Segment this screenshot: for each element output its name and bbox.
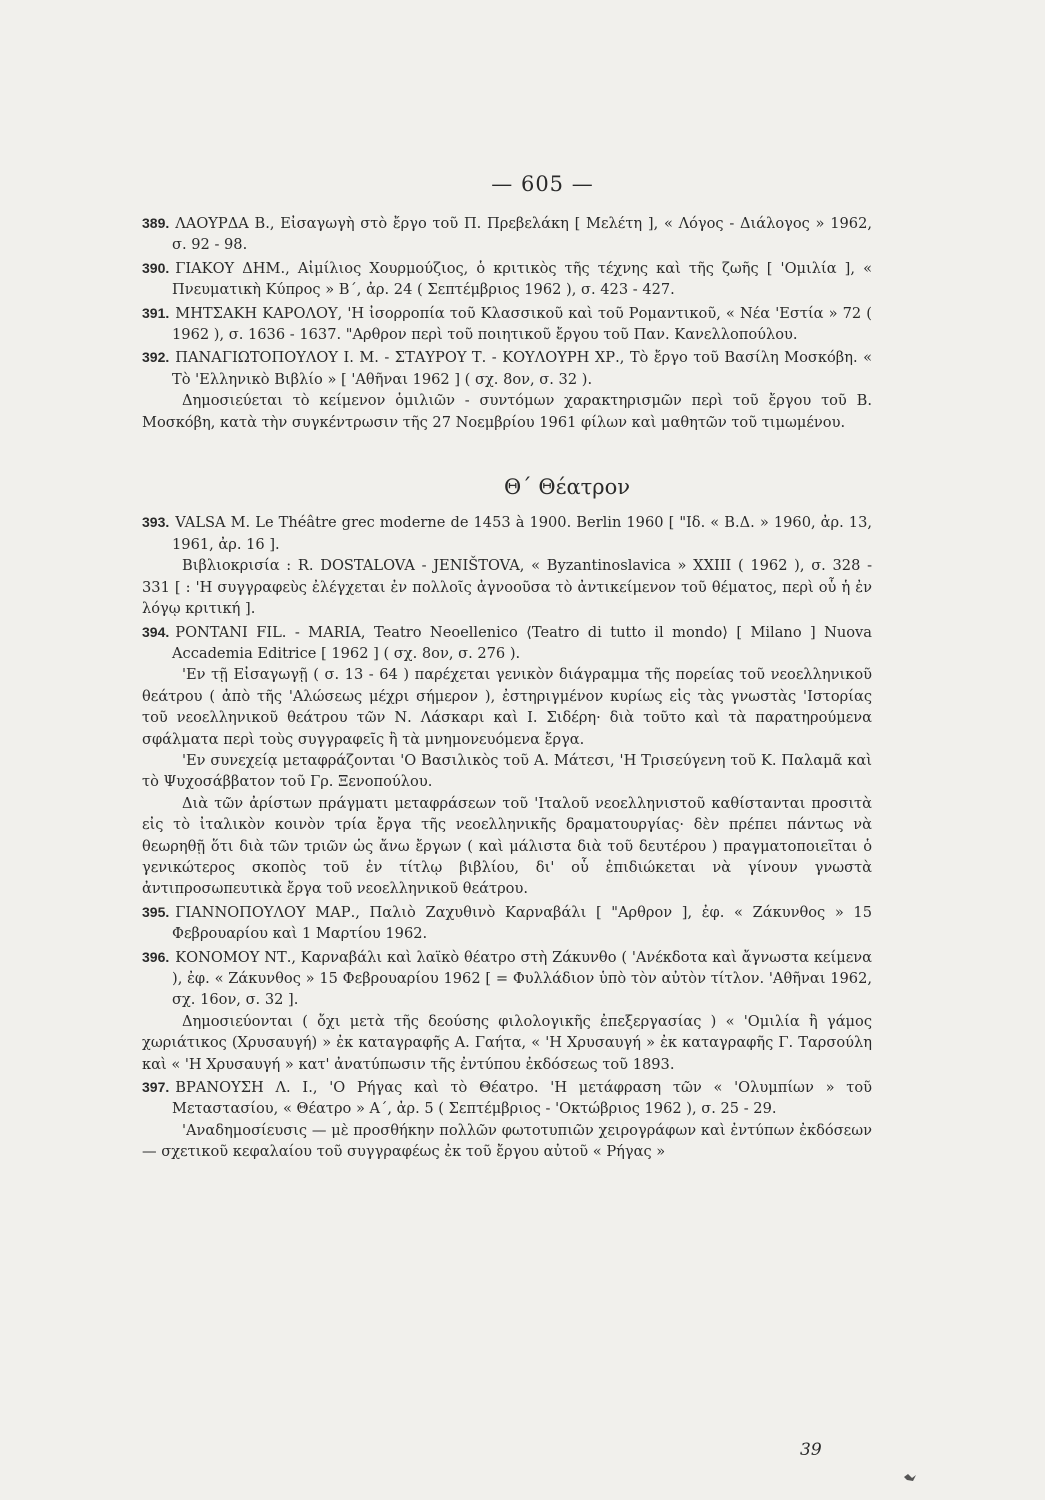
entry-number: 395. (142, 903, 170, 920)
entry-citation (142, 347, 872, 390)
bibliography-entry (142, 512, 872, 619)
bibliography-entry (142, 347, 872, 433)
entry-number: 389. (142, 215, 170, 231)
bibliography-entry (142, 258, 872, 301)
entry-citation (142, 1077, 872, 1120)
bibliography-entry (142, 213, 872, 256)
page-number: — 605 — (491, 172, 594, 196)
entry-citation-text: PONTANI FIL. - MARIA, Teatro Neoellenico ⟨Teatro di tutto il mondo⟩ [ Milano ] Nuova Accademia Editrice [ 1962 ] ( σχ. 8ον, σ. 276 ). (172, 623, 872, 662)
ink-blot-icon (903, 1472, 917, 1482)
entry-citation (142, 303, 872, 346)
entry-annotation: Δημοσιεύεται τὸ κείμενον ὁμιλιῶν - συντόμων χαρακτηρισμῶν περὶ τοῦ ἔργου τοῦ Β. Μοσκόβη, κατὰ τὴν συγκέντρωσιν τῆς 27 Νοεμβρίου 1961 φίλων καὶ μαθητῶν τοῦ τιμωμένου. (142, 392, 872, 431)
entry-citation (142, 258, 872, 301)
entry-number: 390. (142, 259, 170, 276)
entry-citation (142, 947, 872, 1011)
entry-citation-text: ΠΑΝΑΓΙΩΤΟΠΟΥΛΟΥ Ι. Μ. - ΣΤΑΥΡΟΥ Τ. - ΚΟΥΛΟΥΡΗ ΧΡ., Τὸ ἔργο τοῦ Βασίλη Μοσκόβη. « Τὸ 'Ελληνικὸ Βιβλίο » [ 'Αθῆναι 1962 ] ( σχ. 8ον, σ. 32 ). (172, 349, 872, 388)
bibliography-entry (142, 303, 872, 346)
section-title: Θ΄ Θέατρον (503, 475, 631, 500)
entry-annotation: 'Αναδημοσίευσις — μὲ προσθήκην πολλῶν φωτοτυπιῶν χειρογράφων καὶ ἐντύπων ἐκδόσεων — σχετικοῦ κεφαλαίου τοῦ συγγραφέως ἐκ τοῦ ἔργου αὐτοῦ « Ρήγας » (142, 1121, 872, 1161)
bibliography-entry (142, 1077, 872, 1163)
entry-citation-text: ΓΙΑΝΝΟΠΟΥΛΟΥ ΜΑΡ., Παλιὸ Ζαχυθινὸ Καρναβάλι [ "Αρθρον ], ἐφ. « Ζάκυνθος » 15 Φεβρουαρίου καὶ 1 Μαρτίου 1962. (172, 903, 872, 943)
bibliography-entry (142, 622, 872, 900)
entry-citation (142, 902, 872, 945)
bibliography-content (142, 213, 872, 1165)
bibliography-entry (142, 947, 872, 1075)
entry-number: 397. (142, 1079, 170, 1096)
entry-citation-text: VALSA M. Le Théâtre grec moderne de 1453 à 1900. Berlin 1960 [ "Ιδ. « Β.Δ. » 1960, ἀρ. 13, 1961, ἀρ. 16 ]. (172, 514, 872, 553)
entry-annotation: 'Εν τῇ Εἰσαγωγῇ ( σ. 13 - 64 ) παρέχεται γενικὸν διάγραμμα τῆς πορείας τοῦ νεοελληνικοῦ θεάτρου ( ἀπὸ τῆς 'Αλώσεως μέχρι σήμερον ), ἐστηριγμένον κυρίως εἰς τὰς γνωστὰς 'Ιστορίας τοῦ νεοελληνικοῦ θεάτρου τῶν Ν. Λάσκαρι καὶ Ι. Σιδέρη· διὰ τοῦτο καὶ τὰ παρατηρούμενα σφάλματα περὶ τοὺς συγγραφεῖς ἢ τὰ μνημονευόμενα ἔργα. (142, 666, 872, 748)
entries-before-section (142, 213, 872, 433)
entry-citation-text: ΓΙΑΚΟΥ ΔΗΜ., Αἰμίλιος Χουρμούζιος, ὁ κριτικὸς τῆς τέχνης καὶ τῆς ζωῆς [ 'Ομιλία ], « Πνευματικὴ Κύπρος » Β΄, ἀρ. 24 ( Σεπτέμβριος 1962 ), σ. 423 - 427. (172, 259, 872, 299)
entry-citation-text: ΛΑΟΥΡΔΑ Β., Εἰσαγωγὴ στὸ ἔργο τοῦ Π. Πρεβελάκη [ Μελέτη ], « Λόγος - Διάλογος » 1962, σ. 92 - 98. (172, 215, 872, 254)
entry-annotation: Βιβλιοκρισία : R. DOSTALOVA - JENIŠTOVA, « Byzantinoslavica » XXIII ( 1962 ), σ. 328 - 331 [ : 'Η συγγραφεὺς ἐλέγχεται ἐν πολλοῖς ἀγνοοῦσα τὸ ἀντικείμενον τοῦ θέματος, περὶ οὗ ἡ ἐν λόγῳ κριτική ]. (142, 557, 872, 618)
entry-citation-text: ΜΗΤΣΑΚΗ ΚΑΡΟΛΟΥ, 'Η ἰσορροπία τοῦ Κλασσικοῦ καὶ τοῦ Ρομαντικοῦ, « Νέα 'Εστία » 72 ( 1962 ), σ. 1636 - 1637. "Αρθρον περὶ τοῦ ποιητικοῦ ἔργου τοῦ Παν. Κανελλοπούλου. (172, 304, 872, 344)
entry-citation (142, 512, 872, 555)
entry-citation (142, 213, 872, 256)
entry-number: 392. (142, 349, 170, 366)
entry-number: 394. (142, 623, 170, 640)
entry-annotation: 'Εν συνεχείᾳ μεταφράζονται 'Ο Βασιλικὸς τοῦ Α. Μάτεσι, 'Η Τρισεύγενη τοῦ Κ. Παλαμᾶ καὶ τὸ Ψυχοσάββατον τοῦ Γρ. Ξενοπούλου. (142, 751, 872, 791)
entry-citation-text: ΚΟΝΟΜΟΥ ΝΤ., Καρναβάλι καὶ λαϊκὸ θέατρο στὴ Ζάκυνθο ( 'Ανέκδοτα καὶ ἄγνωστα κείμενα ), ἐφ. « Ζάκυνθος » 15 Φεβρουαρίου 1962 [ = Φυλλάδιον ὑπὸ τὸν αὐτὸν τίτλον. 'Αθῆναι 1962, σχ. 16ον, σ. 32 ]. (172, 948, 872, 1009)
entry-number: 391. (142, 304, 170, 321)
entry-citation-text: ΒΡΑΝΟΥΣΗ Λ. Ι., 'Ο Ρήγας καὶ τὸ Θέατρο. 'Η μετάφραση τῶν « 'Ολυμπίων » τοῦ Μεταστασίου, « Θέατρο » Α΄, ἀρ. 5 ( Σεπτέμβριος - 'Οκτώβριος 1962 ), σ. 25 - 29. (172, 1079, 872, 1118)
entry-annotation: Δημοσιεύονται ( ὄχι μετὰ τῆς δεούσης φιλολογικῆς ἐπεξεργασίας ) « 'Ομιλία ἢ γάμος χωριάτικος (Χρυσαυγή) » ἐκ καταγραφῆς Α. Γαήτα, « 'Η Χρυσαυγή » ἐκ καταγραφῆς Γ. Ταρσούλη καὶ « 'Η Χρυσαυγή » κατ' ἀνατύπωσιν τῆς ἐντύπου ἐκδόσεως τοῦ 1893. (142, 1012, 872, 1073)
bibliography-entry (142, 902, 872, 945)
entry-number: 393. (142, 514, 170, 531)
entries-after-section (142, 512, 872, 1162)
entry-number: 396. (142, 948, 170, 965)
entry-citation (142, 622, 872, 665)
signature-mark: 39 (800, 1440, 822, 1460)
entry-annotation: Διὰ τῶν ἀρίστων πράγματι μεταφράσεων τοῦ 'Ιταλοῦ νεοελληνιστοῦ καθίστανται προσιτὰ εἰς τὸ ἰταλικὸν κοινὸν τρία ἔργα τῆς νεοελληνικῆς δραματουργίας· δὲν πρέπει πάντως νὰ θεωρηθῇ ὅτι διὰ τῶν τριῶν ὡς ἄνω ἔργων ( καὶ μάλιστα διὰ τοῦ δευτέρου ) πραγματοποιεῖται ὁ γενικώτερος σκοπὸς τοῦ ἐν τίτλῳ βιβλίου, δι' οὗ ἐπιδιώκεται νὰ γίνουν γνωστὰ ἀντιπροσωπευτικὰ ἔργα τοῦ νεοελληνικοῦ θεάτρου. (142, 794, 872, 898)
